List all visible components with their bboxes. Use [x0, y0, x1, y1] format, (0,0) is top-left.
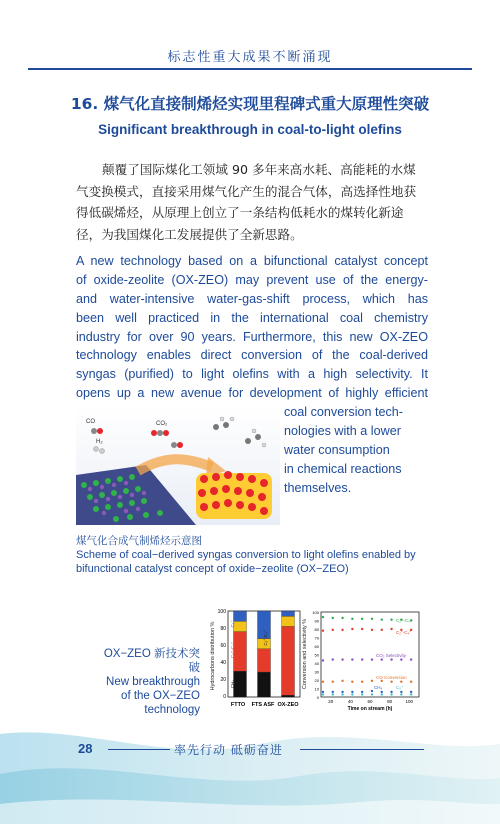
scatter-point: [322, 693, 324, 695]
line-label-coconv: CO Conversion: [376, 675, 407, 680]
scatter-point: [332, 681, 334, 683]
bar-xlabel-oxzeo: OX-ZEO: [277, 702, 299, 708]
line-ytick: 40: [314, 661, 319, 666]
bar-segment: [258, 649, 271, 672]
scatter-point: [361, 691, 363, 693]
bar-segment: [234, 671, 247, 697]
line-ytick: 80: [314, 627, 319, 632]
scatter-point: [400, 658, 402, 660]
body-en-tail-line: nologies with a lower: [284, 423, 401, 438]
scatter-point: [341, 658, 343, 660]
bar-segment: [258, 672, 271, 697]
scatter-point: [351, 618, 353, 620]
scatter-point: [361, 628, 363, 630]
h2-label: H₂: [96, 439, 103, 445]
scatter-point: [332, 629, 334, 631]
line-label-co2sel: CO₂ Selectivity: [376, 653, 407, 658]
scatter-point: [371, 618, 373, 620]
running-header: 标志性重大成果不断涌现: [167, 50, 333, 65]
scatter-point: [361, 693, 363, 695]
scatter-point: [410, 693, 412, 695]
line-xtick: 100: [405, 699, 413, 704]
scatter-point: [400, 691, 402, 693]
scatter-point: [390, 658, 392, 660]
bar-segment: [282, 695, 295, 697]
line-xtick: 40: [347, 699, 353, 704]
body-en-tail-line: in chemical reactions: [284, 461, 402, 476]
figure2-caption: [96, 647, 200, 717]
body-en-line: technology enables direct conversion of the coal-derived: [76, 348, 428, 363]
footer-rule-right: [300, 749, 424, 750]
line-ytick: 70: [314, 635, 319, 641]
scatter-point: [341, 691, 343, 693]
scatter-point: [341, 617, 343, 619]
bar-chart-ylabel: Hydrocarbons distribution %: [210, 621, 216, 691]
bar-segment: [282, 626, 295, 695]
line-ytick: 60: [314, 644, 319, 649]
line-ytick: 100: [312, 610, 319, 615]
scatter-point: [351, 628, 353, 630]
scatter-point: [332, 693, 334, 695]
line-ytick: 0: [316, 695, 319, 700]
scatter-point: [351, 681, 353, 683]
line-xtick: 80: [387, 699, 393, 704]
bar-ytick: 80: [220, 626, 226, 632]
scatter-point: [381, 618, 383, 620]
bar-ytick: 100: [217, 609, 226, 615]
figure1-caption-en: Scheme of coal−derived syngas conversion to light olefins enabled by bifunctional catalyst concept of oxide−zeolite (OX−ZEO): [76, 549, 416, 575]
figure2-caption-en-2: of the OX−ZEO: [121, 690, 200, 702]
catalyst-scheme-figure: [76, 405, 280, 525]
scatter-point: [410, 658, 412, 660]
body-en-line: of oxide-zeolite (OX-ZEO) may prevent use of the energy-: [76, 272, 428, 287]
figure2-caption-cn: OX−ZEO 新技术突破: [103, 648, 200, 674]
bar-ytick: 60: [220, 643, 226, 649]
line-label-c24o: C₂°-C₄°: [396, 630, 412, 635]
scatter-point: [390, 628, 392, 630]
bar-segment: [234, 611, 247, 621]
scatter-point: [390, 691, 392, 693]
figure2-caption-en-1: New breakthrough: [106, 676, 200, 688]
footer-motto: 率先行动 砥砺奋进: [174, 743, 283, 757]
bar-segment: [234, 632, 247, 672]
scatter-point: [322, 681, 324, 683]
line-label-ch4: CH₄: [374, 685, 383, 690]
line-chart-ylabel: Conversion and selectivity %: [302, 618, 308, 690]
section-subtitle: Significant breakthrough in coal-to-light olefins: [98, 122, 402, 137]
zeolite-cage: [196, 471, 272, 519]
line-label-c5: C₅⁺: [396, 685, 404, 690]
scatter-point: [410, 691, 412, 693]
line-chart-xlabel: Time on stream (h): [347, 706, 393, 712]
bar-chart-bars: [234, 611, 295, 697]
scatter-point: [390, 693, 392, 695]
bar-ytick: 0: [223, 694, 226, 700]
co-label: CO: [86, 419, 95, 425]
scatter-point: [332, 691, 334, 693]
scatter-point: [341, 693, 343, 695]
bar-segment: [282, 611, 295, 616]
scatter-point: [322, 691, 324, 693]
body-en-line: industry for over 90 years. Furthermore, this new OX-ZEO: [76, 329, 428, 344]
scatter-point: [390, 618, 392, 620]
line-ytick: 20: [314, 678, 319, 683]
scatter-point: [381, 658, 383, 660]
bar-segment: [282, 616, 295, 626]
scatter-point: [371, 693, 373, 695]
scatter-point: [400, 693, 402, 695]
line-ytick: 50: [314, 652, 319, 658]
scatter-point: [381, 680, 383, 682]
scatter-point: [390, 681, 392, 683]
figure2-caption-en-3: technology: [144, 704, 200, 716]
body-en-tail-line: coal conversion tech-: [284, 405, 404, 419]
scatter-point: [361, 618, 363, 620]
conversion-selectivity-chart: [300, 598, 424, 714]
scatter-point: [381, 693, 383, 695]
scatter-point: [351, 693, 353, 695]
line-xtick: 60: [367, 699, 373, 704]
scatter-point: [351, 658, 353, 660]
bar-segment: [234, 621, 247, 631]
bar-label-c24o: C₂°-C₄°: [263, 630, 268, 646]
bar-xlabel-fts: FTS ASF: [251, 702, 275, 708]
body-en-line: and water-intensive water-gas-shift process, which has: [76, 291, 428, 306]
bar-label-c5: C₅⁺: [230, 620, 235, 628]
hydrocarbon-distribution-chart: [206, 598, 304, 714]
line-chart-yticks: [312, 610, 319, 700]
section-title: 16. 煤气化直接制烯烃实现里程碑式重大原理性突破: [70, 95, 430, 113]
body-en-tail-line: water consumption: [284, 442, 390, 457]
scatter-point: [410, 681, 412, 683]
bar-ytick: 20: [220, 677, 226, 683]
line-ytick: 10: [314, 686, 319, 692]
body-en-tail: [284, 403, 430, 497]
bar-label-c24: C₂⁼-C₄⁼: [230, 641, 235, 659]
scatter-point: [381, 691, 383, 693]
scatter-point: [361, 658, 363, 660]
scatter-point: [371, 658, 373, 660]
body-en-line: syngas (purified) to light olefins with a high selectivity. It: [76, 367, 428, 382]
body-en-line: A new technology based on a bifunctional catalyst concept: [76, 254, 428, 268]
scatter-point: [332, 658, 334, 660]
scatter-point: [381, 629, 383, 631]
footer-rule-left: [108, 749, 170, 750]
figure1-caption-cn: 煤气化合成气制烯烃示意图: [76, 535, 202, 547]
body-en-line: been well practiced in the international coal chemistry: [76, 310, 428, 325]
line-chart-xticks: [328, 699, 413, 704]
body-en: [76, 252, 428, 403]
co2-label: CO₂: [156, 421, 168, 427]
scatter-point: [371, 629, 373, 631]
header-rule: [28, 68, 472, 70]
body-cn: 颠覆了国际煤化工领域 90 多年来高水耗、高能耗的水煤气变换模式，直接采用煤气化产生的混合气体，高选择性地获得低碳烯烃，从原理上创立了一条结构低耗水的煤转化新途径，为我国煤化工发展提供了全新思路。: [76, 162, 417, 242]
bar-label-ch4: CH₄: [230, 679, 235, 689]
scatter-point: [341, 629, 343, 631]
body-en-tail-line: themselves.: [284, 480, 352, 495]
footer-wave-decoration: [0, 714, 500, 824]
line-ytick: 90: [314, 618, 319, 624]
scatter-point: [341, 680, 343, 682]
scatter-point: [371, 680, 373, 682]
scatter-point: [361, 681, 363, 683]
body-en-line: opens up a new avenue for development of highly efficient: [76, 386, 428, 401]
bar-chart-yticks: [218, 609, 227, 700]
bar-ytick: 40: [220, 660, 226, 666]
bar-xlabel-ftto: FTTO: [230, 702, 246, 708]
page-number: 28: [78, 741, 93, 756]
scatter-point: [322, 630, 324, 632]
scatter-point: [322, 659, 324, 661]
scatter-point: [332, 617, 334, 619]
scatter-point: [351, 691, 353, 693]
line-ytick: 30: [314, 669, 319, 675]
scatter-point: [322, 616, 324, 618]
line-label-c24: C₂⁼-C₄⁼: [396, 618, 413, 623]
scatter-point: [400, 681, 402, 683]
line-xtick: 20: [328, 699, 334, 704]
scatter-point: [371, 690, 373, 692]
